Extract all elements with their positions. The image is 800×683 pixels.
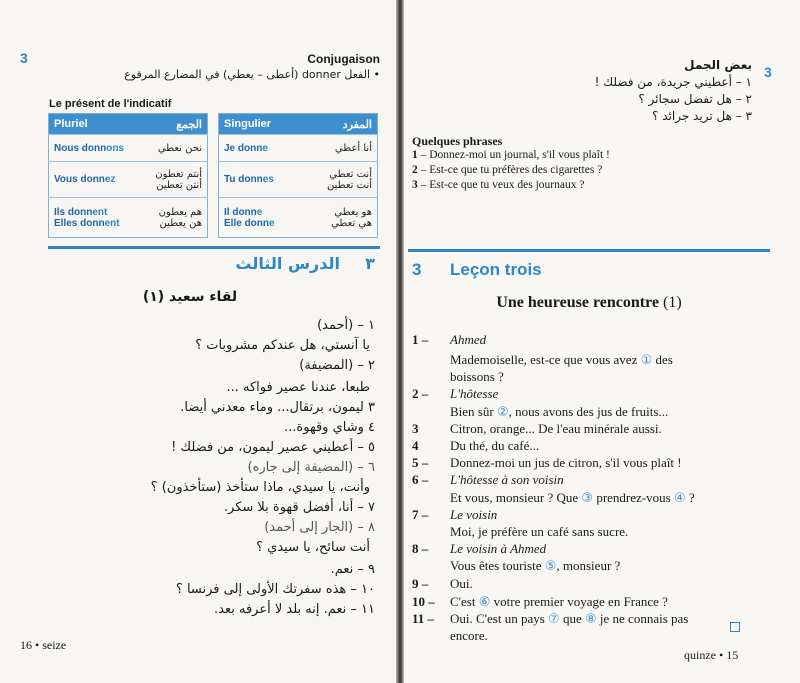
line-number: 8 – <box>412 541 429 556</box>
book-spine <box>396 0 404 683</box>
list-item: 2 – Est-ce que tu préfères des cigarettes ? <box>412 164 603 176</box>
table-row <box>49 198 208 238</box>
section-number: 3 <box>20 50 28 66</box>
list-item: أنت سائح، يا سيدي ؟ <box>256 540 370 555</box>
list-item: ٧ – أنا، أفضل قهوة بلا سكر. <box>223 500 375 515</box>
list-item: ١ – (أحمد) <box>317 318 375 333</box>
line-number: 1 – <box>412 332 429 347</box>
dialogue-text: Et vous, monsieur ? Que <box>450 490 582 505</box>
dialogue-line <box>412 472 772 488</box>
dialogue-text: boissons ? <box>450 369 504 384</box>
lesson-title: Leçon trois <box>450 260 542 279</box>
dialogue-line <box>412 369 772 385</box>
conj-form-ar: أنا أعطي <box>302 135 378 162</box>
lesson-number: 3 <box>412 260 422 279</box>
lesson-title-ar: الدرس الثالث <box>235 254 340 273</box>
dialogue-text: Moi, je préfère un café sans sucre. <box>450 524 629 539</box>
singular-table <box>218 113 378 238</box>
dialogue-line <box>412 576 772 592</box>
dialogue-line <box>412 628 772 644</box>
plural-header-ar: الجمع <box>141 114 207 135</box>
list-item: ٦ – (المضيفة إلى جاره) <box>247 460 375 475</box>
dialogue-line <box>412 332 772 348</box>
tense-title: Le présent de l'indicatif <box>49 98 172 110</box>
list-item: ٣ – هل تريد جرائد ؟ <box>652 109 752 123</box>
speaker-name: Le voisin <box>450 507 498 522</box>
line-number: 2 – <box>412 386 429 401</box>
plural-table <box>48 113 208 238</box>
dialogue-text: , nous avons des jus de fruits... <box>508 404 669 419</box>
line-number: 9 – <box>412 576 429 591</box>
list-item: ٢ – هل تفضل سجائر ؟ <box>638 92 752 106</box>
line-number: 11 – <box>412 611 435 626</box>
section-divider <box>408 249 770 252</box>
list-item: ٨ – (الجار إلى أحمد) <box>264 520 375 535</box>
dialogue-text: votre premier voyage en France ? <box>490 594 668 609</box>
dialogue-line <box>412 421 772 437</box>
dialogue-text: Oui. <box>450 576 473 591</box>
table-row <box>219 198 378 238</box>
dialogue-line <box>412 611 772 628</box>
dialogue-line <box>412 594 772 611</box>
note-marker: ④ <box>673 491 686 506</box>
line-number: 10 – <box>412 594 435 609</box>
line-number: 7 – <box>412 507 429 522</box>
dialogue-text: Donnez-moi un jus de citron, s'il vous plaît ! <box>450 455 682 470</box>
dialogue-line <box>412 404 772 421</box>
page-folio: quinze • 15 <box>684 648 739 662</box>
dialogue-line <box>412 352 772 369</box>
conj-form-ar: هو يعطي هي تعطي <box>302 198 378 238</box>
dialogue-text: Bien sûr <box>450 404 497 419</box>
conj-form: Tu donnes <box>219 162 302 198</box>
speaker-name: Ahmed <box>450 332 487 347</box>
conj-form: Il donne Elle donne <box>219 198 302 238</box>
list-item: ٥ – أعطيني عصير ليمون، من فضلك ! <box>171 440 375 455</box>
list-item: ٢ – (المضيفة) <box>299 358 375 373</box>
phrases-heading: Quelques phrases <box>412 134 503 148</box>
conjugation-heading: Conjugaison <box>307 52 380 66</box>
conj-form: Vous donnez <box>49 162 142 198</box>
plural-header: Pluriel <box>49 114 142 135</box>
conj-form-ar: أنت تعطي أنت تعطين <box>302 162 378 198</box>
line-number: 3 <box>412 421 419 436</box>
dialogue-line <box>412 524 772 540</box>
table-row <box>219 162 378 198</box>
dialogue-text: Citron, orange... De l'eau minérale aussi. <box>450 421 662 436</box>
dialogue-line <box>412 455 772 471</box>
dialogue-text: , monsieur ? <box>556 558 621 573</box>
dialogue-text: Mademoiselle, est-ce que vous avez <box>450 352 641 367</box>
dialogue-line <box>412 490 772 507</box>
line-number: 4 <box>412 438 419 453</box>
note-marker: ② <box>496 405 509 420</box>
right-page <box>404 0 800 683</box>
dialogue-text: encore. <box>450 628 488 643</box>
list-item: ١ – أعطيني جريدة، من فضلك ! <box>594 75 752 89</box>
section-number: 3 <box>764 64 772 80</box>
list-item: 3 – Est-ce que tu veux des journaux ? <box>412 179 585 191</box>
dialogue-text: Oui. C'est un pays <box>450 611 549 626</box>
list-item: ٣ ليمون، برتقال... وماء معدني أيضا. <box>180 400 375 415</box>
list-item: 1 – Donnez-moi un journal, s'il vous plaît ! <box>412 149 610 161</box>
singular-header-ar: المفرد <box>302 114 378 135</box>
note-marker: ⑦ <box>548 612 560 627</box>
end-square-icon <box>730 622 740 632</box>
list-item: ١٠ – هذه سفرتك الأولى إلى فرنسا ؟ <box>175 582 375 597</box>
dialogue-text: que <box>559 611 585 626</box>
speaker-name: L'hôtesse à son voisin <box>450 472 564 487</box>
subtitle: Une heureuse rencontre (1) <box>496 294 682 311</box>
speaker-name: Le voisin à Ahmed <box>450 541 547 556</box>
dialogue-line <box>412 386 772 402</box>
table-row <box>49 135 208 162</box>
conj-form: Ils donnent Elles donnent <box>49 198 142 238</box>
conj-form: Je donne <box>219 135 302 162</box>
list-item: طبعا، عندنا عصير فواكه ... <box>226 380 370 395</box>
speaker-name: L'hôtesse <box>450 386 499 401</box>
section-divider <box>48 246 380 249</box>
lesson-number-ar: ٣ <box>365 254 375 273</box>
note-marker: ⑤ <box>544 559 557 574</box>
list-item: وأنت، يا سيدي، ماذا ستأخذ (ستأخذون) ؟ <box>150 480 370 495</box>
line-number: 6 – <box>412 472 429 487</box>
dialogue-line <box>412 541 772 557</box>
note-marker: ③ <box>581 491 594 506</box>
list-item: يا آنستي، هل عندكم مشروبات ؟ <box>195 338 370 353</box>
note-marker: ⑥ <box>478 595 491 610</box>
note-marker: ① <box>640 353 653 368</box>
table-row <box>219 135 378 162</box>
conj-form-ar: نحن نعطي <box>141 135 207 162</box>
line-number: 5 – <box>412 455 429 470</box>
conj-form: Nous donnons <box>49 135 142 162</box>
dialogue-line <box>412 507 772 523</box>
conj-form-ar: أنتم تعطون أنتن تعطين <box>141 162 207 198</box>
list-item: ٤ وشاي وقهوة... <box>284 420 375 435</box>
dialogue-text: je ne connais pas <box>596 611 689 626</box>
subtitle-ar: لقاء سعيد (١) <box>142 289 238 305</box>
dialogue-text: Vous êtes touriste <box>450 558 545 573</box>
dialogue-text: ? <box>685 490 695 505</box>
dialogue-text: des <box>652 352 673 367</box>
dialogue-line <box>412 558 772 575</box>
conj-form-ar: هم يعطون هن يعطين <box>141 198 207 238</box>
page-folio: 16 • seize <box>20 638 67 652</box>
table-row <box>49 162 208 198</box>
list-item: ١١ – نعم. إنه بلد لا أعرفه بعد. <box>214 602 375 617</box>
list-item: ٩ – نعم. <box>330 562 375 577</box>
left-page <box>0 0 396 683</box>
dialogue-line <box>412 438 772 454</box>
dialogue-text: prendrez-vous <box>593 490 674 505</box>
dialogue-text: C'est <box>450 594 479 609</box>
singular-header: Singulier <box>219 114 302 135</box>
phrases-heading-ar: بعض الجمل <box>684 58 752 72</box>
dialogue-text: Du thé, du café... <box>450 438 540 453</box>
note-marker: ⑧ <box>584 612 597 627</box>
verb-line: • الفعل donner (أعطى – يعطي) في المضارع المرفوع <box>124 68 380 81</box>
